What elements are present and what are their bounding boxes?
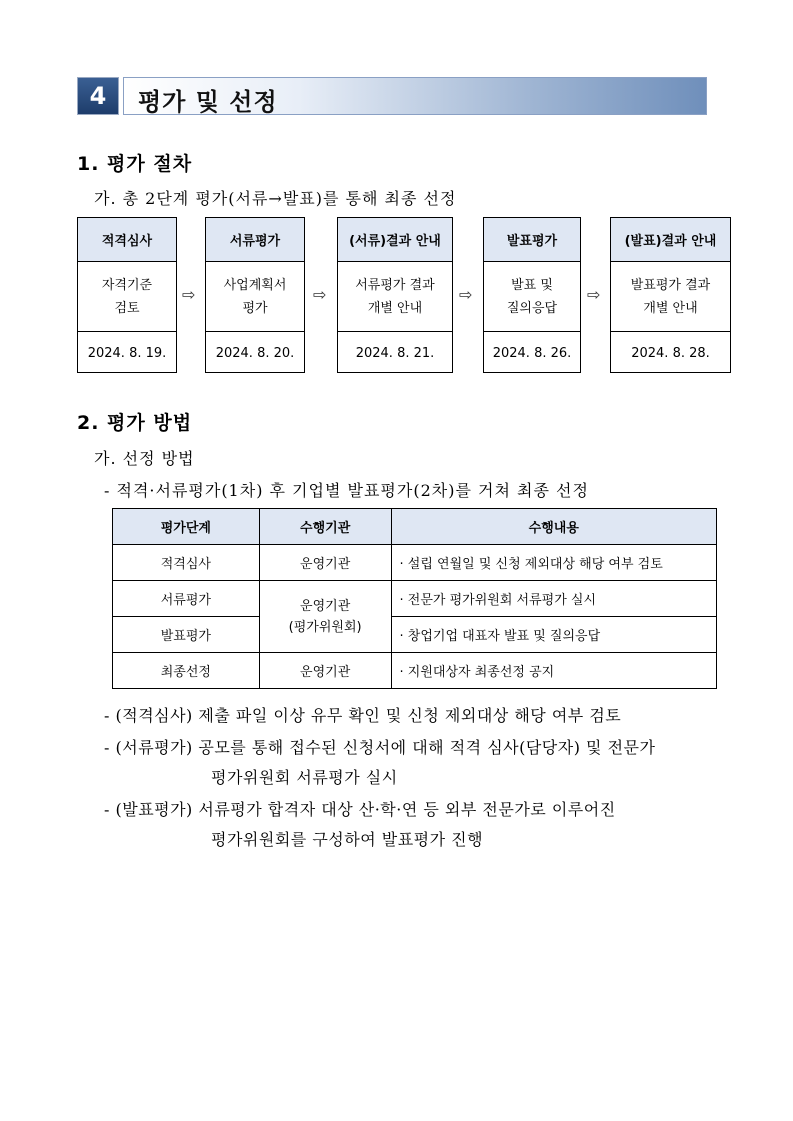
step-title: (서류)결과 안내 (338, 218, 452, 262)
section-title-box (123, 77, 707, 115)
table-cell-stage: 적격심사 (113, 545, 260, 581)
step-desc-line1: 발표평가 결과 (630, 277, 711, 293)
step-desc-line1: 사업계획서 (223, 277, 287, 293)
heading-evaluation-procedure: 1. 평가 절차 (77, 153, 193, 175)
table-row (113, 653, 717, 689)
section-number: 4 (77, 77, 119, 115)
table-header-row (113, 509, 717, 545)
table-cell-org-merged (259, 581, 391, 653)
table-row (113, 617, 717, 653)
step-desc-line2: 평가 (242, 300, 268, 316)
step-date: 2024. 8. 28. (631, 345, 710, 361)
method-bullet: - 적격·서류평가(1차) 후 기업별 발표평가(2차)를 거쳐 최종 선정 (104, 481, 589, 500)
org-line1: 운영기관 (300, 598, 351, 614)
table-cell-content: · 창업기업 대표자 발표 및 질의응답 (391, 617, 716, 653)
step-desc-line2: 개별 안내 (643, 300, 698, 316)
table-row (113, 545, 717, 581)
table-cell-org: 운영기관 (259, 653, 391, 689)
note-document-line2: 평가위원회 서류평가 실시 (211, 768, 398, 787)
step-title: 서류평가 (206, 218, 304, 262)
step-desc-line2: 검토 (114, 300, 140, 316)
org-line2: (평가위원회) (288, 619, 362, 635)
step-title: 적격심사 (78, 218, 176, 262)
step-desc-line2: 질의응답 (506, 300, 558, 316)
method-subheading: 가. 선정 방법 (94, 449, 195, 468)
table-cell-content: · 전문가 평가위원회 서류평가 실시 (391, 581, 716, 617)
step-description (206, 262, 304, 332)
note-presentation-line1: - (발표평가) 서류평가 합격자 대상 산·학·연 등 외부 전문가로 이루어진 (104, 800, 616, 819)
step-box-4 (483, 217, 581, 373)
section-header (77, 77, 707, 115)
step-box-1 (77, 217, 177, 373)
note-document-line1: - (서류평가) 공모를 통해 접수된 신청서에 대해 적격 심사(담당자) 및 전문가 (104, 738, 656, 757)
step-box-2 (205, 217, 305, 373)
step-desc-line2: 개별 안내 (367, 300, 423, 316)
procedure-intro: 가. 총 2단계 평가(서류→발표)를 통해 최종 선정 (94, 189, 457, 208)
table-header: 수행기관 (259, 509, 391, 545)
note-eligibility: - (적격심사) 제출 파일 이상 유무 확인 및 신청 제외대상 해당 여부 검토 (104, 706, 622, 725)
step-title: (발표)결과 안내 (611, 218, 730, 262)
step-desc-line1: 서류평가 결과 (355, 277, 435, 293)
section-title: 평가 및 선정 (138, 88, 278, 116)
step-description (611, 262, 730, 332)
step-date: 2024. 8. 26. (492, 345, 572, 361)
table-header: 평가단계 (113, 509, 260, 545)
table-cell-stage: 최종선정 (113, 653, 260, 689)
step-desc-line1: 자격기준 (101, 277, 153, 293)
heading-evaluation-method: 2. 평가 방법 (77, 412, 193, 434)
table-cell-org: 운영기관 (259, 545, 391, 581)
table-row (113, 581, 717, 617)
step-title: 발표평가 (484, 218, 580, 262)
table-cell-content: · 설립 연월일 및 신청 제외대상 해당 여부 검토 (391, 545, 716, 581)
arrow-icon: ⇨ (182, 285, 196, 304)
arrow-icon: ⇨ (587, 285, 601, 304)
table-cell-stage: 서류평가 (113, 581, 260, 617)
step-date: 2024. 8. 20. (215, 345, 295, 361)
table-cell-stage: 발표평가 (113, 617, 260, 653)
table-header: 수행내용 (391, 509, 716, 545)
evaluation-table (112, 508, 717, 689)
arrow-icon: ⇨ (459, 285, 473, 304)
step-box-5 (610, 217, 731, 373)
step-description (338, 262, 452, 332)
step-date: 2024. 8. 21. (355, 345, 435, 361)
note-presentation-line2: 평가위원회를 구성하여 발표평가 진행 (211, 830, 484, 849)
step-date: 2024. 8. 19. (87, 345, 167, 361)
step-description (484, 262, 580, 332)
arrow-icon: ⇨ (313, 285, 327, 304)
step-desc-line1: 발표 및 (511, 277, 553, 293)
step-description (78, 262, 176, 332)
table-cell-content: · 지원대상자 최종선정 공지 (391, 653, 716, 689)
step-box-3 (337, 217, 453, 373)
